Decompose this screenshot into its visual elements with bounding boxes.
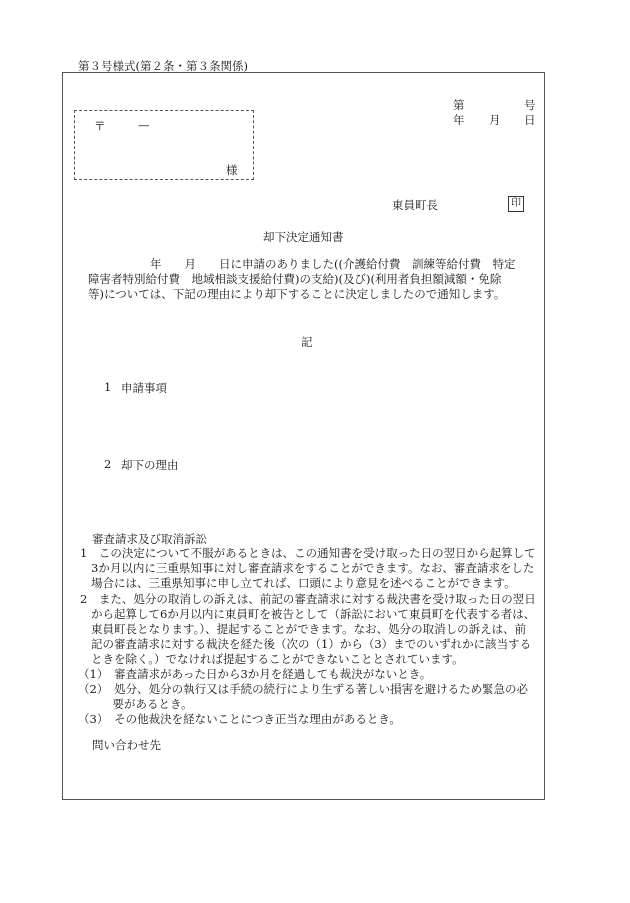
appeal-p2-line-2: から起算して6か月以内に東員町を被告として（訴訟において東員町を代表する者は、: [91, 607, 536, 621]
appeal-p1-line-1: 1 この決定について不服があるときは、この通知書を受け取った日の翌日から起算して: [80, 546, 536, 560]
date-month: 月: [489, 113, 501, 127]
contact-label: 問い合わせ先: [92, 738, 161, 752]
intro-line-2: 障害者特別給付費 地域相談支援給付費)の支給)(及び)(利用者負担額減額・免除: [88, 272, 502, 286]
appeal-sub-3: （3） その他裁決を経ないことにつき正当な理由があるとき。: [78, 712, 401, 726]
appeal-subitems: [78, 667, 528, 727]
intro-line-3: 等)については、下記の理由により却下することに決定しましたので通知します。: [88, 287, 506, 301]
issuer-title: 東員町長: [392, 198, 438, 212]
doc-number-prefix: 第: [453, 98, 465, 112]
ki-marker: 記: [301, 335, 313, 349]
recipient-honorific: 様: [226, 163, 238, 177]
appeal-p1-line-3: 場合には、三重県知事に申し立てれば、口頭により意見を述べることができます。: [91, 576, 516, 590]
document-title: 却下決定通知書: [263, 230, 344, 244]
seal-mark: 印: [508, 196, 524, 212]
item-1-number: 1: [104, 380, 112, 394]
item-2-number: 2: [104, 457, 112, 471]
doc-number-suffix: 号: [524, 98, 536, 112]
form-label: 第３号様式(第２条・第３条関係): [78, 59, 248, 73]
postal-mark: 〒: [94, 119, 106, 133]
appeal-paragraph-2: [80, 592, 536, 667]
intro-paragraph: [88, 257, 515, 302]
appeal-paragraph-1: [80, 546, 536, 591]
appeal-p2-line-5: ときを除く。）でなければ提起することができないこととされています。: [91, 652, 464, 666]
appeal-p1-line-2: 3か月以内に三重県知事に対し審査請求をすることができます。なお、審査請求をした: [91, 561, 535, 575]
appeal-sub-2-line-2: 要があるとき。: [78, 697, 193, 711]
appeal-heading: 審査請求及び取消訴訟: [92, 532, 207, 546]
appeal-p2-line-1: 2 また、処分の取消しの訴えは、前記の審査請求に対する裁決書を受け取った日の翌日: [80, 592, 536, 606]
date-year: 年: [453, 113, 465, 127]
appeal-sub-1: （1） 審査請求があった日から3か月を経過しても裁決がないとき。: [78, 667, 432, 681]
intro-line-1: 年 月 日に申請のありました((介護給付費 訓練等給付費 特定: [150, 257, 516, 271]
appeal-p2-line-4: 記の審査請求に対する裁決を経た後（次の（1）から（3）までのいずれかに該当する: [91, 637, 532, 651]
date-day: 日: [524, 113, 536, 127]
item-1-label: 申請事項: [121, 381, 167, 395]
postal-dash: —: [138, 118, 150, 132]
appeal-sub-2-line-1: （2） 処分、処分の執行又は手続の続行により生ずる著しい損害を避けるため緊急の必: [78, 682, 529, 696]
appeal-p2-line-3: 東員町長となります。）、提起することができます。なお、処分の取消しの訴えは、前: [91, 622, 527, 636]
item-2-label: 却下の理由: [121, 458, 179, 472]
